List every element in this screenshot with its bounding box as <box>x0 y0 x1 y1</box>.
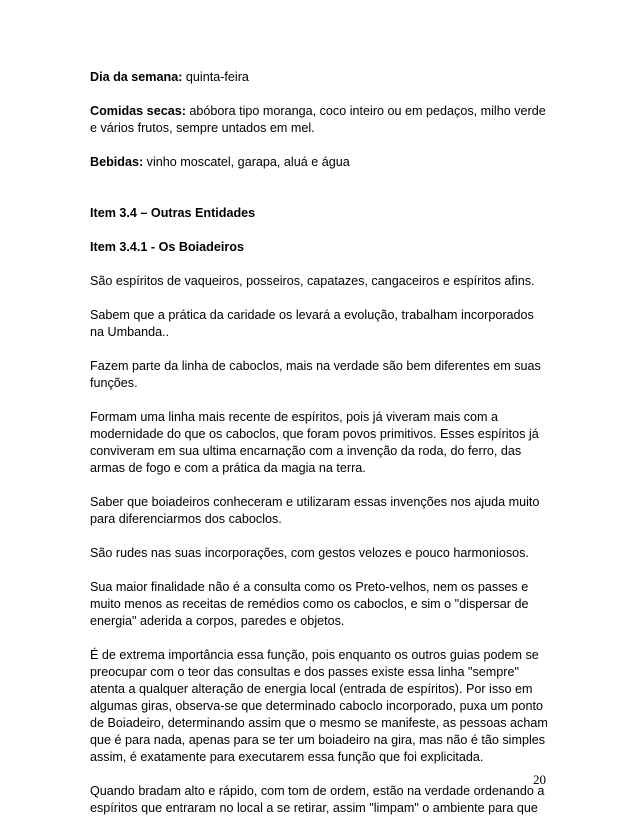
page-number: 20 <box>533 772 546 787</box>
field-label: Dia da semana: <box>90 70 183 84</box>
paragraph: São espíritos de vaqueiros, posseiros, capatazes, cangaceiros e espíritos afins. <box>90 274 535 288</box>
paragraph: Sabem que a prática da caridade os levará a evolução, trabalham incorporados na Umbanda.. <box>90 308 534 339</box>
paragraph: Fazem parte da linha de caboclos, mais na verdade são bem diferentes em suas funções. <box>90 359 541 390</box>
paragraph: Sua maior finalidade não é a consulta como os Preto-velhos, nem os passes e muito menos as receitas de remédios como os caboclos, e sim o "dispersar de energia" aderida a corpos, paredes e objetos. <box>90 580 529 628</box>
paragraph: É de extrema importância essa função, pois enquanto os outros guias podem se preocupar com o teor das consultas e dos passes existe essa linha "sempre" atenta a qualquer alteração de energia local (entrada de espíritos). Por isso em algumas giras, observa-se que determinado caboclo incorporado, puxa um ponto de Boiadeiro, determinando assim que o mesmo se manifeste, as pessoas acham que é para nada, apenas para se ter um boiadeiro na gira, mas não é tão simples assim, é exatamente para executarem essa função que foi explicitada. <box>90 648 548 764</box>
paragraph: Saber que boiadeiros conheceram e utilizaram essas invenções nos ajuda muito para diferenciarmos dos caboclos. <box>90 495 540 526</box>
section-heading: Item 3.4 – Outras Entidades <box>90 206 256 220</box>
field-label: Comidas secas: <box>90 104 186 118</box>
subsection-heading: Item 3.4.1 - Os Boiadeiros <box>90 240 244 254</box>
document-body <box>90 69 550 817</box>
field-dia-da-semana <box>90 69 550 86</box>
field-value: abóbora tipo moranga, coco inteiro ou em pedaços, milho verde e vários frutos, sempre untados em mel. <box>90 104 546 135</box>
field-comidas-secas <box>90 103 550 137</box>
paragraph: Quando bradam alto e rápido, com tom de ordem, estão na verdade ordenando a espíritos que entraram no local a se retirar, assim "limpam" o ambiente para que <box>90 784 545 815</box>
field-value: vinho moscatel, garapa, aluá e água <box>143 155 350 169</box>
field-label: Bebidas: <box>90 155 144 169</box>
field-bebidas <box>90 154 550 171</box>
paragraph: Formam uma linha mais recente de espíritos, pois já viveram mais com a modernidade do que os caboclos, que foram povos primitivos. Esses espíritos já conviveram em sua ultima encarnação com a invenção da roda, do ferro, das armas de fogo e com a prática da magia na terra. <box>90 410 539 475</box>
field-value: quinta-feira <box>182 70 249 84</box>
paragraph: São rudes nas suas incorporações, com gestos velozes e pouco harmoniosos. <box>90 546 529 560</box>
